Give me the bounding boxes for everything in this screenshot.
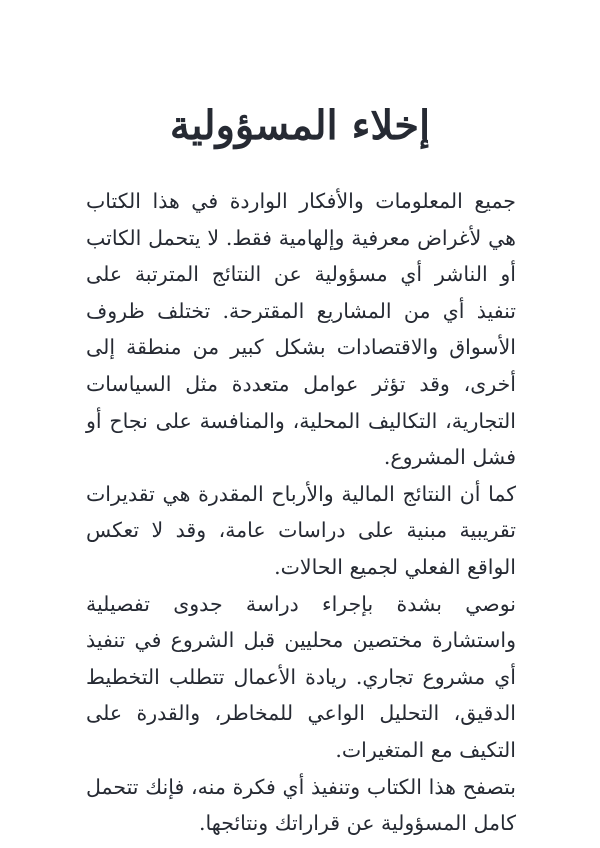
disclaimer-body <box>86 183 516 842</box>
paragraph-intro: جميع المعلومات والأفكار الواردة في هذا الكتاب هي لأغراض معرفية وإلهامية فقط. لا يتحمل الكاتب أو الناشر أي مسؤولية عن النتائج المترتبة على تنفيذ أي من المشاريع المقترحة. تختلف ظروف الأسواق والاقتصادات بشكل كبير من منطقة إلى أخرى، وقد تؤثر عوامل متعددة مثل السياسات التجارية، التكاليف المحلية، والمنافسة على نجاح أو فشل المشروع. <box>86 189 516 470</box>
paragraph-responsibility: بتصفح هذا الكتاب وتنفيذ أي فكرة منه، فإنك تتحمل كامل المسؤولية عن قراراتك ونتائجها. <box>86 774 516 836</box>
page-title: إخلاء المسؤولية <box>169 102 431 149</box>
paragraph-financial-estimates: كما أن النتائج المالية والأرباح المقدرة هي تقديرات تقريبية مبنية على دراسات عامة، وقد لا تعكس الواقع الفعلي لجميع الحالات. <box>86 481 516 579</box>
paragraph-recommendation: نوصي بشدة بإجراء دراسة جدوى تفصيلية واستشارة مختصين محليين قبل الشروع في تنفيذ أي مشروع تجاري. ريادة الأعمال تتطلب التخطيط الدقيق، التحليل الواعي للمخاطر، والقدرة على التكيف مع المتغيرات. <box>86 591 516 762</box>
